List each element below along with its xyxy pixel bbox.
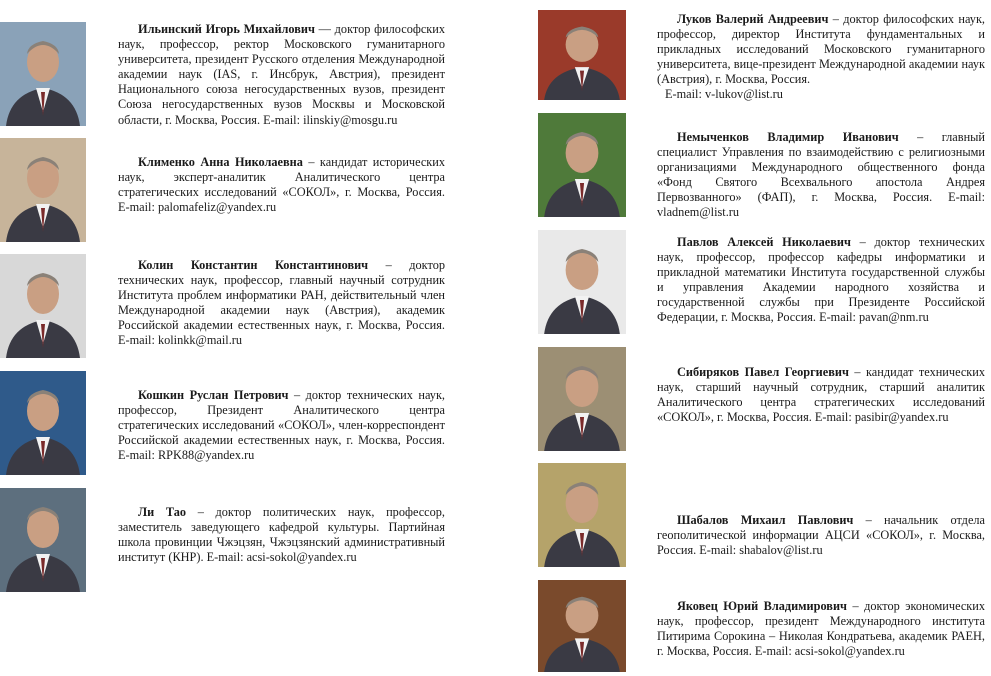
portrait-nemychenkov xyxy=(538,113,626,217)
bio-klimenko: Клименко Анна Николаевна – кандидат исторических наук, эксперт-аналитик Аналитического центра стратегических исследований «СОКОЛ», г. Москва, Россия. E-mail: palomafeliz@yandex.ru xyxy=(118,155,446,215)
person-description: главный специалист Управления по взаимодействию с религиозными организациями Международного общественного фонда «Фонд Святого Всехвального апостола Андрея Первозванного» (ФАП), г. Москва, Россия. E-mail: vladnem@list.ru xyxy=(657,130,985,220)
person-name: Кошкин Руслан Петрович xyxy=(138,388,289,402)
portrait-image xyxy=(0,254,86,358)
person-description: доктор философских наук, профессор, директор Института фундаментальных и прикладных исследований Московского гуманитарного университета, вице-президент Международной академии наук (Австрия), г. Москва, Россия. xyxy=(657,12,985,87)
portrait-image xyxy=(0,488,86,592)
portrait-image xyxy=(0,371,86,475)
person-name: Яковец Юрий Владимирович xyxy=(677,599,847,613)
person-name: Луков Валерий Андреевич xyxy=(677,12,829,26)
bio-koshkin: Кошкин Руслан Петрович – доктор технических наук, профессор, Президент Аналитического центра стратегических исследований «СОКОЛ», член-корреспондент Российской академии естественных наук, г. Москва, Россия. E-mail: RPK88@yandex.ru xyxy=(118,388,446,463)
portrait-image xyxy=(538,347,626,451)
person-description: доктор экономических наук, профессор, президент Международного института Питирима Сорокина – Николая Кондратьева, академик РАЕН, г. Москва, Россия. E-mail: acsi-sokol@yandex.ru xyxy=(657,599,985,659)
bio-pavlov: Павлов Алексей Николаевич – доктор технических наук, профессор, профессор кафедры информатики и прикладной математики Института государственной службы и управления Академии народного хозяйства и государственной службы при Президенте Российской Федерации, г. Москва, Россия. E-mail: pavan@nm.ru xyxy=(657,235,985,325)
portrait-koshkin xyxy=(0,371,86,475)
person-name: Клименко Анна Николаевна xyxy=(138,155,303,169)
bio-yakovets: Яковец Юрий Владимирович – доктор экономических наук, профессор, президент Международного института Питирима Сорокина – Николая Кондратьева, академик РАЕН, г. Москва, Россия. E-mail: acsi-sokol@yandex.ru xyxy=(657,599,985,659)
person-description: доктор технических наук, профессор, Президент Аналитического центра стратегических исследований «СОКОЛ», член-корреспондент Российской академии естественных наук, г. Москва, Россия. E-mail: RPK88@yandex.ru xyxy=(118,388,446,463)
portrait-kolin xyxy=(0,254,86,358)
person-name: Немыченков Владимир Иванович xyxy=(677,130,899,144)
person-email: E-mail: v-lukov@list.ru xyxy=(665,87,783,102)
portrait-yakovets xyxy=(538,580,626,672)
person-name: Ли Тао xyxy=(138,505,187,519)
portrait-image xyxy=(0,22,86,126)
portrait-pavlov xyxy=(538,230,626,334)
person-name: Ильинский Игорь Михайлович xyxy=(138,22,315,36)
bio-nemychenkov: Немыченков Владимир Иванович – главный специалист Управления по взаимодействию с религиозными организациями Международного общественного фонда «Фонд Святого Всехвального апостола Андрея Первозванного» (ФАП), г. Москва, Россия. E-mail: vladnem@list.ru xyxy=(657,130,985,220)
person-description: доктор технических наук, профессор, главный научный сотрудник Института проблем информатики РАН, действительный член Международной академии наук (Австрия), академик Российской академии естественных наук, г. Москва, Россия. E-mail: kolinkk@mail.ru xyxy=(118,258,445,348)
portrait-shabalov xyxy=(538,463,626,567)
person-name: Шабалов Михаил Павлович xyxy=(677,513,854,527)
person-description: доктор политических наук, профессор, заместитель заведующего кафедрой культуры. Партийная школа провинции Чжэцзян, Чжэцзянский административный институт (КНР). E-mail: acsi-sokol@yandex.ru xyxy=(118,505,445,565)
bio-lukov: Луков Валерий Андреевич – доктор философских наук, профессор, директор Института фундаментальных и прикладных исследований Московского гуманитарного университета, вице-президент Международной академии наук (Австрия), г. Москва, Россия. E-mail: v-lukov@list.ru xyxy=(657,12,985,102)
person-name: Колин Константин Константинович xyxy=(138,258,369,272)
person-name: Сибиряков Павел Георгиевич xyxy=(677,365,849,379)
bio-li-tao: Ли Тао – доктор политических наук, профессор, заместитель заведующего кафедрой культуры. Партийная школа провинции Чжэцзян, Чжэцзянский административный институт (КНР). E-mail: acsi-sokol@yandex.ru xyxy=(118,505,445,565)
person-description: начальник отдела геополитической информации АЦСИ «СОКОЛ», г. Москва, Россия. E-mail: shabalov@list.ru xyxy=(657,513,985,558)
portrait-image xyxy=(538,230,626,334)
bio-shabalov: Шабалов Михаил Павлович – начальник отдела геополитической информации АЦСИ «СОКОЛ», г. Москва, Россия. E-mail: shabalov@list.ru xyxy=(657,513,985,558)
bio-kolin: Колин Константин Константинович – доктор технических наук, профессор, главный научный сотрудник Института проблем информатики РАН, действительный член Международной академии наук (Австрия), академик Российской академии естественных наук, г. Москва, Россия. E-mail: kolinkk@mail.ru xyxy=(118,258,445,348)
person-description: кандидат исторических наук, эксперт-аналитик Аналитического центра стратегических исследований «СОКОЛ», г. Москва, Россия. E-mail: palomafeliz@yandex.ru xyxy=(118,155,446,215)
portrait-klimenko xyxy=(0,138,86,242)
bio-ilinskiy: Ильинский Игорь Михайлович — доктор философских наук, профессор, ректор Московского гуманитарного университета, президент Русского отделения Международной академии наук (IAS, г. Инсбрук, Австрия), президент Национального союза негосударственных вузов, президент Союза негосударственных вузов Москвы и Московской области, г. Москва, Россия. E-mail: ilinskiy@mosgu.ru xyxy=(118,22,445,127)
portrait-ilinskiy xyxy=(0,22,86,126)
portrait-sibiryakov xyxy=(538,347,626,451)
bio-sibiryakov: Сибиряков Павел Георгиевич – кандидат технических наук, старший научный сотрудник, старший аналитик Аналитического центра стратегических исследований «СОКОЛ», г. Москва, Россия. E-mail: pasibir@yandex.ru xyxy=(657,365,986,425)
portrait-lukov xyxy=(538,10,626,100)
person-description: доктор философских наук, профессор, ректор Московского гуманитарного университета, президент Русского отделения Международной академии наук (IAS, г. Инсбрук, Австрия), президент Национального союза негосударственных вузов, президент Союза негосударственных вузов Москвы и Московской области, г. Москва, Россия. E-mail: ilinskiy@mosgu.ru xyxy=(118,22,445,127)
portrait-image xyxy=(538,580,626,672)
portrait-image xyxy=(538,113,626,217)
portrait-image xyxy=(538,463,626,567)
person-description: доктор технических наук, профессор, профессор кафедры информатики и прикладной математики Института государственной службы и управления Академии народного хозяйства и государственной службы при Президенте Российской Федерации, г. Москва, Россия. E-mail: pavan@nm.ru xyxy=(657,235,985,325)
portrait-image xyxy=(538,10,626,100)
person-description: кандидат технических наук, старший научный сотрудник, старший аналитик Аналитического центра стратегических исследований «СОКОЛ», г. Москва, Россия. E-mail: pasibir@yandex.ru xyxy=(657,365,986,425)
portrait-li-tao xyxy=(0,488,86,592)
person-name: Павлов Алексей Николаевич xyxy=(677,235,851,249)
portrait-image xyxy=(0,138,86,242)
